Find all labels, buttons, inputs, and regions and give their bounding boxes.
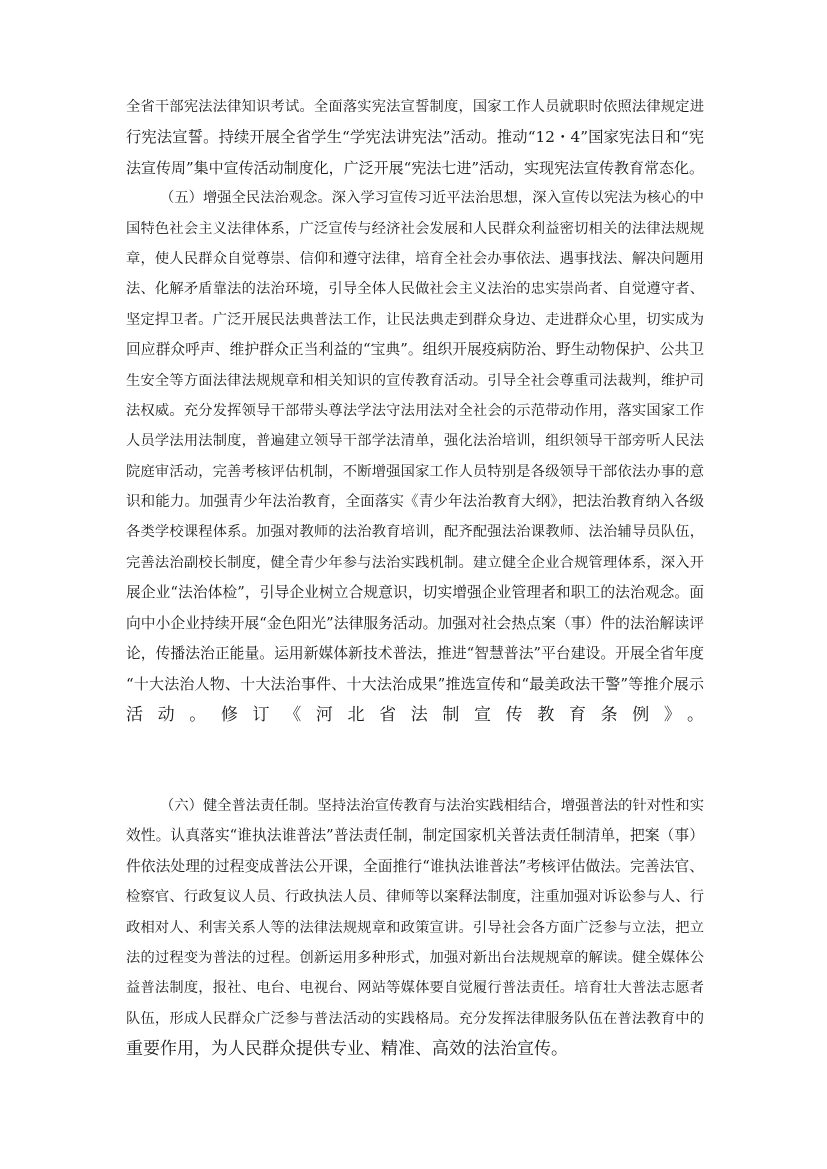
text-line: 队伍，形成人民群众广泛参与普法活动的实践格局。充分发挥法律服务队伍在普法教育中的 [126,1010,704,1027]
text-line: 法权威。充分发挥领导干部带头尊法学法守法用法对全社会的示范带动作用，落实国家工作 [126,402,704,419]
text-line [126,730,704,760]
text-line [126,761,704,791]
text-line: 法的过程变为普法的过程。创新运用多种形式，加强对新出台法规规章的解读。健全媒体公 [126,949,704,966]
text-line: 益普法制度，报社、电台、电视台、网站等媒体要自觉履行普法责任。培育壮大普法志愿者 [126,980,704,997]
text-line: 向中小企业持续开展“金色阳光”法律服务活动。加强对社会热点案（事）件的法治解读评 [126,614,704,632]
text-line: 论，传播法治正能量。运用新媒体新技术普法，推进“智慧普法”平台建设。开展全省年度 [126,645,704,663]
text-line: 行宪法宣誓。持续开展全省学生“学宪法讲宪法”活动。推动“12・4”国家宪法日和“宪 [126,128,704,147]
text-line: 检察官、行政复议人员、行政执法人员、律师等以案释法制度，注重加强对诉讼参与人、行 [126,889,704,906]
text-line: 国特色社会主义法律体系，广泛宣传与经济社会发展和人民群众利益密切相关的法律法规规 [126,220,704,237]
text-line: 重要作用，为人民群众提供专业、精准、高效的法治宣传。 [126,1039,568,1060]
text-line: 章，使人民群众自觉尊崇、信仰和遵守法律，培育全社会办事依法、遇事找法、解决问题用 [126,250,704,267]
text-line: 法宣传周”集中宣传活动制度化，广泛开展“宪法七进”活动，实现宪法宣传教育常态化。 [126,158,705,177]
text-line: 院庭审活动，完善考核评估机制，不断增强国家工作人员特别是各级领导干部依法办事的意 [126,463,704,480]
text-line: 完善法治副校长制度，健全青少年参与法治实践机制。建立健全企业合规管理体系，深入开 [126,554,704,571]
text-line: 坚定捍卫者。广泛开展民法典普法工作，让民法典走到群众身边、走进群众心里，切实成为 [126,311,704,328]
text-line: 活动。修订《河北省法制宣传教育条例》。 [126,704,704,725]
text-line: 识和能力。加强青少年法治教育，全面落实《青少年法治教育大纲》，把法治教育纳入各级 [126,494,704,511]
text-line: 法、化解矛盾靠法的法治环境，引导全体人民做社会主义法治的忠实崇尚者、自觉遵守者、 [126,281,704,298]
document-body [126,92,704,1065]
text-line: 全省干部宪法法律知识考试。全面落实宪法宣誓制度，国家工作人员就职时依照法律规定进 [126,99,704,115]
text-line: 件依法处理的过程变成普法公开课，全面推行“谁执法谁普法”考核评估做法。完善法官、 [126,857,704,875]
paragraph-section-6 [126,791,704,1065]
text-line: （五）增强全民法治观念。深入学习宣传习近平法治思想，深入宣传以宪法为核心的中 [160,190,704,207]
paragraph-section-5 [126,183,704,791]
paragraph-continued [126,92,704,183]
text-line: 展企业“法治体检”，引导企业树立合规意识，切实增强企业管理者和职工的法治观念。面 [126,584,704,602]
text-line: 政相对人、利害关系人等的法律法规规章和政策宣讲。引导社会各方面广泛参与立法，把立 [126,919,704,936]
text-line: （六）健全普法责任制。坚持法治宣传教育与法治实践相结合，增强普法的针对性和实 [160,797,704,814]
text-line: 生安全等方面法律法规规章和相关知识的宣传教育活动。引导全社会尊重司法裁判，维护司 [126,372,704,389]
text-line: 各类学校课程体系。加强对教师的法治教育培训，配齐配强法治课教师、法治辅导员队伍， [126,524,704,541]
text-line: 效性。认真落实“谁执法谁普法”普法责任制，制定国家机关普法责任制清单，把案（事） [126,827,704,845]
text-line: “十大法治人物、十大法治事件、十大法治成果”推选宣传和“最美政法干警”等推介展示 [126,675,704,694]
text-line: 人员学法用法制度，普遍建立领导干部学法清单，强化法治培训，组织领导干部旁听人民法 [126,433,704,450]
text-line: 回应群众呼声、维护群众正当利益的“宝典”。组织开展疫病防治、野生动物保护、公共卫 [126,341,704,359]
